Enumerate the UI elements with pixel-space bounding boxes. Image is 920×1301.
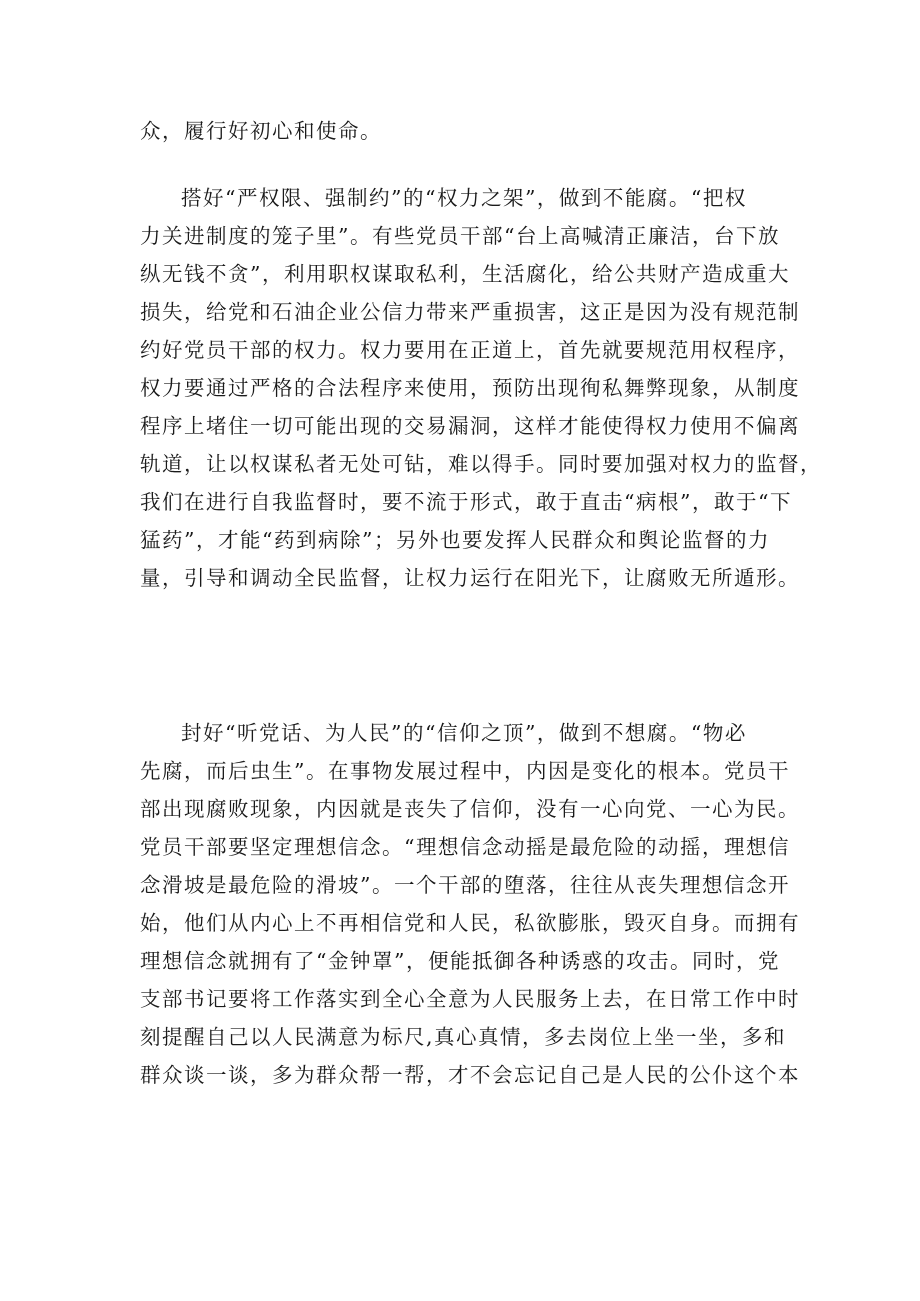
text-line: 纵无钱不贪”，利用职权谋取私利，生活腐化，给公共财产造成重大 (140, 262, 790, 286)
paragraph-power-framework (140, 179, 822, 597)
text-line: 程序上堵住一切可能出现的交易漏洞，这样才能使得权力使用不偏离 (140, 414, 800, 438)
text-line: 刻提醒自己以人民满意为标尺,真心真情，多去岗位上坐一坐，多和 (140, 1025, 787, 1049)
text-line: 部出现腐败现象，内因就是丧失了信仰，没有一心向党、一心为民。 (140, 797, 800, 821)
text-line: 理想信念就拥有了“金钟罩”，便能抵御各种诱惑的攻击。同时，党 (140, 949, 780, 973)
text-line: 先腐，而后虫生”。在事物发展过程中，内因是变化的根本。党员干 (140, 759, 790, 783)
text-line: 轨道，让以权谋私者无处可钻，难以得手。同时要加强对权力的监督， (140, 452, 822, 476)
text-line: 损失，给党和石油企业公信力带来严重损害，这正是因为没有规范制 (140, 300, 800, 324)
text-line: 力关进制度的笼子里”。有些党员干部“台上高喊清正廉洁，台下放 (140, 224, 780, 248)
text-line: 群众谈一谈，多为群众帮一帮，才不会忘记自己是人民的公仆这个本 (140, 1063, 800, 1087)
text-line: 封好“听党话、为人民”的“信仰之顶”，做到不想腐。“物必 (181, 721, 747, 745)
text-line: 党员干部要坚定理想信念。“理想信念动摇是最危险的动摇，理想信 (140, 835, 790, 859)
text-line: 搭好“严权限、强制约”的“权力之架”，做到不能腐。“把权 (181, 186, 747, 210)
text-line: 权力要通过严格的合法程序来使用，预防出现徇私舞弊现象，从制度 (140, 376, 800, 400)
text-line: 我们在进行自我监督时，要不流于形式，敢于直击“病根”，敢于“下 (140, 490, 792, 514)
text-line: 念滑坡是最危险的滑坡”。一个干部的堕落，往往从丧失理想信念开 (140, 873, 790, 897)
text-line: 众，履行好初心和使命。 (140, 119, 382, 143)
paragraph-faith-roof (140, 714, 800, 1094)
paragraph-continuation (140, 112, 800, 150)
text-line: 量，引导和调动全民监督，让权力运行在阳光下，让腐败无所遁形。 (140, 566, 800, 590)
text-line: 约好党员干部的权力。权力要用在正道上，首先就要规范用权程序， (140, 338, 800, 362)
text-line: 支部书记要将工作落实到全心全意为人民服务上去，在日常工作中时 (140, 987, 800, 1011)
text-line: 始，他们从内心上不再相信党和人民，私欲膨胀，毁灭自身。而拥有 (140, 911, 800, 935)
text-line: 猛药”，才能“药到病除”；另外也要发挥人民群众和舆论监督的力 (140, 528, 770, 552)
